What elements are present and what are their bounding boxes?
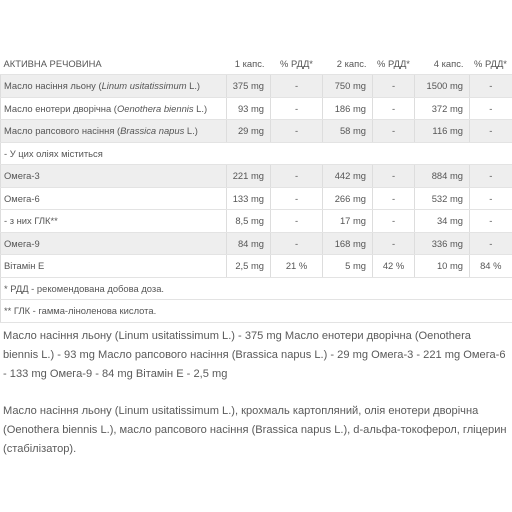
ingredient-name: Омега-9 bbox=[1, 232, 227, 255]
rdd-4-capsules: - bbox=[470, 165, 512, 188]
rdd-4-capsules: - bbox=[470, 232, 512, 255]
amount-4-capsules: 336 mg bbox=[415, 232, 470, 255]
section-label: - У цих оліях міститься bbox=[1, 142, 512, 165]
rdd-4-capsules: - bbox=[470, 97, 512, 120]
rdd-2-capsules: - bbox=[373, 210, 415, 233]
amount-1-capsule: 133 mg bbox=[227, 187, 271, 210]
column-header: АКТИВНА РЕЧОВИНА bbox=[1, 52, 227, 75]
rdd-1-capsule: - bbox=[271, 75, 323, 98]
amount-4-capsules: 116 mg bbox=[415, 120, 470, 143]
amount-1-capsule: 2,5 mg bbox=[227, 255, 271, 278]
rdd-1-capsule: - bbox=[271, 210, 323, 233]
amount-2-capsules: 5 mg bbox=[323, 255, 373, 278]
rdd-1-capsule: 21 % bbox=[271, 255, 323, 278]
amount-2-capsules: 168 mg bbox=[323, 232, 373, 255]
rdd-4-capsules: - bbox=[470, 75, 512, 98]
footnote-rdd: * РДД - рекомендована добова доза. bbox=[1, 277, 512, 300]
column-header: % РДД* bbox=[373, 52, 415, 75]
table-row bbox=[1, 75, 512, 98]
ingredients-table bbox=[0, 52, 512, 323]
amount-1-capsule: 84 mg bbox=[227, 232, 271, 255]
amount-4-capsules: 532 mg bbox=[415, 187, 470, 210]
table-footnote-row bbox=[1, 300, 512, 323]
rdd-1-capsule: - bbox=[271, 165, 323, 188]
rdd-2-capsules: - bbox=[373, 97, 415, 120]
table-row bbox=[1, 142, 512, 165]
amount-4-capsules: 884 mg bbox=[415, 165, 470, 188]
composition-summary: Масло насіння льону (Linum usitatissimum L.) - 375 mg Масло енотери дворічна (Oenothera biennis L.) - 93 mg Масло рапсового насіння (Brassica napus L.) - 29 mg Омега-3 - 221 mg Омега-6 - 133 mg Омега-9 - 84 mg Вітамін E - 2,5 mg bbox=[3, 330, 506, 380]
ingredient-name: Вітамін Е bbox=[1, 255, 227, 278]
ingredient-name: Масло рапсового насіння (Brassica napus L.) bbox=[1, 120, 227, 143]
rdd-1-capsule: - bbox=[271, 187, 323, 210]
ingredients-list: Масло насіння льону (Linum usitatissimum L.), крохмаль картопляний, олія енотери дворічна (Oenothera biennis L.), масло рапсового насіння (Brassica napus L.), d-альфа-токоферол, гліцерин (стабілізатор). bbox=[3, 405, 507, 455]
rdd-1-capsule: - bbox=[271, 97, 323, 120]
amount-4-capsules: 372 mg bbox=[415, 97, 470, 120]
column-header: % РДД* bbox=[470, 52, 512, 75]
amount-2-capsules: 17 mg bbox=[323, 210, 373, 233]
table-footnote-row bbox=[1, 277, 512, 300]
table-header-row bbox=[1, 52, 512, 75]
ingredient-name: Масло енотери дворічна (Oenothera biennis L.) bbox=[1, 97, 227, 120]
rdd-2-capsules: - bbox=[373, 120, 415, 143]
amount-2-capsules: 186 mg bbox=[323, 97, 373, 120]
amount-1-capsule: 93 mg bbox=[227, 97, 271, 120]
rdd-2-capsules: - bbox=[373, 187, 415, 210]
rdd-2-capsules: - bbox=[373, 232, 415, 255]
amount-1-capsule: 29 mg bbox=[227, 120, 271, 143]
column-header: 2 капс. bbox=[323, 52, 373, 75]
ingredient-name: Омега-6 bbox=[1, 187, 227, 210]
amount-1-capsule: 8,5 mg bbox=[227, 210, 271, 233]
rdd-4-capsules: 84 % bbox=[470, 255, 512, 278]
amount-4-capsules: 34 mg bbox=[415, 210, 470, 233]
rdd-1-capsule: - bbox=[271, 120, 323, 143]
amount-2-capsules: 266 mg bbox=[323, 187, 373, 210]
table-row bbox=[1, 97, 512, 120]
amount-4-capsules: 1500 mg bbox=[415, 75, 470, 98]
rdd-2-capsules: 42 % bbox=[373, 255, 415, 278]
ingredient-name: Масло насіння льону (Linum usitatissimum L.) bbox=[1, 75, 227, 98]
column-header: 4 капс. bbox=[415, 52, 470, 75]
column-header: % РДД* bbox=[271, 52, 323, 75]
amount-2-capsules: 58 mg bbox=[323, 120, 373, 143]
amount-1-capsule: 375 mg bbox=[227, 75, 271, 98]
ingredient-name: Омега-3 bbox=[1, 165, 227, 188]
rdd-2-capsules: - bbox=[373, 75, 415, 98]
rdd-4-capsules: - bbox=[470, 210, 512, 233]
amount-2-capsules: 442 mg bbox=[323, 165, 373, 188]
footnote-glk: ** ГЛК - гамма-ліноленова кислота. bbox=[1, 300, 512, 323]
rdd-1-capsule: - bbox=[271, 232, 323, 255]
table-row bbox=[1, 255, 512, 278]
table-row bbox=[1, 120, 512, 143]
amount-2-capsules: 750 mg bbox=[323, 75, 373, 98]
table-row bbox=[1, 187, 512, 210]
ingredient-name: - з них ГЛК** bbox=[1, 210, 227, 233]
amount-1-capsule: 221 mg bbox=[227, 165, 271, 188]
table-row bbox=[1, 165, 512, 188]
rdd-2-capsules: - bbox=[373, 165, 415, 188]
column-header: 1 капс. bbox=[227, 52, 271, 75]
table-row bbox=[1, 210, 512, 233]
amount-4-capsules: 10 mg bbox=[415, 255, 470, 278]
rdd-4-capsules: - bbox=[470, 120, 512, 143]
rdd-4-capsules: - bbox=[470, 187, 512, 210]
table-row bbox=[1, 232, 512, 255]
